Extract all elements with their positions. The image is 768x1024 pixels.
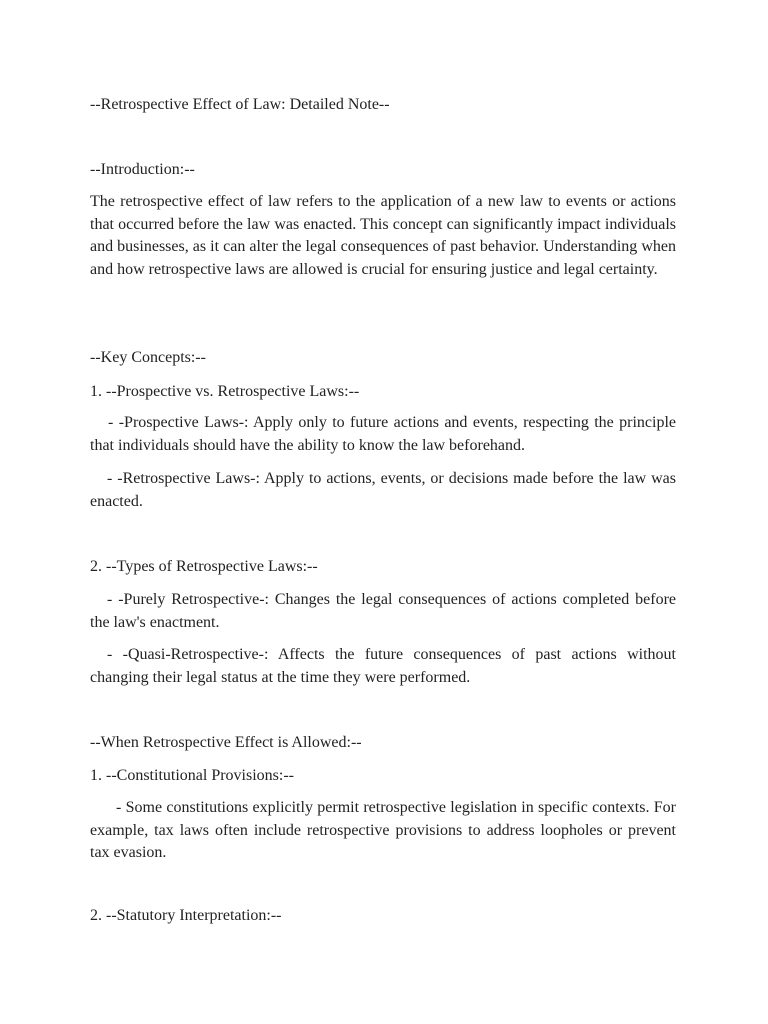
constitutional-provisions-bullet: - Some constitutions explicitly permit retrospective legislation in specific contexts. For example, tax laws often include retrospective provisions to address loopholes or prevent tax evasion. [90,799,676,861]
prospective-vs-retrospective-heading: 1. --Prospective vs. Retrospective Laws:-- [90,383,360,400]
constitutional-provisions-heading: 1. --Constitutional Provisions:-- [90,767,294,784]
purely-retrospective-bullet: - -Purely Retrospective-: Changes the legal consequences of actions completed before the law's enactment. [90,591,676,631]
introduction-paragraph: The retrospective effect of law refers to the application of a new law to events or actions that occurred before the law was enacted. This concept can significantly impact individuals and businesses, as it can alter the legal consequences of past behavior. Understanding when and how retrospective laws are allowed is crucial for ensuring justice and legal certainty. [90,193,676,278]
types-of-retrospective-laws-heading: 2. --Types of Retrospective Laws:-- [90,558,318,575]
quasi-retrospective-bullet: - -Quasi-Retrospective-: Affects the future consequences of past actions without changing their legal status at the time they were performed. [90,646,676,686]
key-concepts-heading: --Key Concepts:-- [90,349,206,366]
when-allowed-heading: --When Retrospective Effect is Allowed:-- [90,734,362,751]
introduction-heading: --Introduction:-- [90,161,195,178]
statutory-interpretation-heading: 2. --Statutory Interpretation:-- [90,907,282,924]
document-title: --Retrospective Effect of Law: Detailed Note-- [90,96,390,113]
retrospective-laws-bullet: - -Retrospective Laws-: Apply to actions, events, or decisions made before the law was enacted. [90,470,676,510]
prospective-laws-bullet: - -Prospective Laws-: Apply only to future actions and events, respecting the principle that individuals should have the ability to know the law beforehand. [90,414,676,454]
